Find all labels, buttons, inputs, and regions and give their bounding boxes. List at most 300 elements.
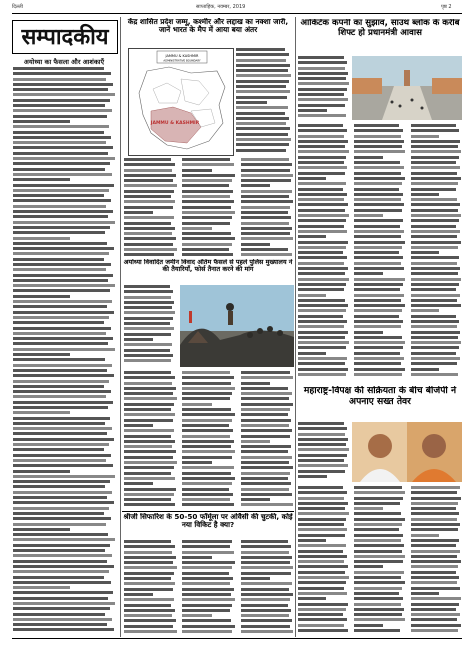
text-line	[13, 205, 106, 208]
text-line	[13, 395, 106, 398]
text-line	[354, 251, 399, 254]
text-line	[241, 619, 293, 622]
text-line	[124, 190, 174, 193]
text-line	[124, 211, 153, 214]
text-line	[13, 67, 104, 70]
text-line	[298, 315, 343, 318]
text-line	[182, 472, 231, 475]
text-line	[354, 256, 403, 259]
text-line	[13, 237, 70, 240]
text-line	[354, 124, 399, 127]
text-line	[298, 629, 348, 632]
text-line	[241, 216, 292, 219]
pm-residence-body	[298, 124, 462, 379]
text-line	[411, 235, 458, 238]
text-line	[354, 193, 403, 196]
text-line	[411, 320, 460, 323]
text-line	[354, 150, 405, 153]
text-line	[298, 294, 326, 297]
text-line	[241, 184, 270, 187]
text-line	[354, 161, 400, 164]
text-line	[13, 210, 113, 213]
text-line	[298, 267, 348, 270]
text-line	[298, 373, 346, 376]
text-line	[241, 387, 288, 390]
text-line	[298, 61, 347, 64]
text-line	[124, 429, 174, 432]
text-line	[354, 331, 382, 334]
text-line	[124, 290, 173, 293]
text-line	[411, 555, 458, 558]
text-line	[13, 184, 114, 187]
text-line	[298, 346, 346, 349]
text-line	[13, 533, 108, 536]
text-line	[124, 403, 174, 406]
text-line	[298, 613, 343, 616]
text-line	[182, 588, 234, 591]
text-line	[241, 382, 270, 385]
text-line	[124, 253, 174, 256]
text-line	[13, 162, 110, 165]
text-line	[13, 332, 106, 335]
text-line	[13, 358, 105, 361]
text-line	[182, 540, 232, 543]
text-line	[411, 618, 458, 621]
text-line	[411, 225, 457, 228]
text-line	[354, 587, 402, 590]
text-line	[182, 503, 234, 506]
text-line	[411, 544, 457, 547]
text-line	[241, 392, 292, 395]
text-line	[124, 301, 174, 304]
text-line	[124, 625, 173, 628]
text-line	[182, 498, 230, 501]
text-line	[13, 221, 115, 224]
text-line	[354, 544, 404, 547]
text-line	[124, 461, 177, 464]
text-line	[124, 419, 173, 422]
text-line	[124, 327, 174, 330]
text-line	[124, 582, 175, 585]
text-line	[182, 195, 230, 198]
rajpath-photo-graphic	[352, 56, 462, 120]
text-line	[182, 403, 211, 406]
text-line	[182, 158, 229, 161]
text-line	[298, 352, 326, 355]
text-line	[13, 623, 107, 626]
text-line	[411, 624, 461, 627]
text-line	[298, 597, 326, 600]
text-line	[13, 136, 111, 139]
text-line	[411, 336, 458, 339]
ayodhya-photo	[180, 285, 294, 367]
text-line	[298, 77, 346, 80]
text-line	[124, 184, 177, 187]
text-line	[241, 163, 293, 166]
text-line	[298, 539, 326, 542]
text-line	[298, 214, 349, 217]
text-line	[411, 198, 457, 201]
text-line	[298, 188, 343, 191]
text-line	[241, 408, 291, 411]
text-line	[354, 299, 401, 302]
text-line	[182, 392, 232, 395]
text-line	[354, 613, 401, 616]
text-line	[411, 288, 457, 291]
text-line	[13, 417, 110, 420]
text-line	[354, 145, 401, 148]
text-line	[411, 203, 461, 206]
text-line	[124, 343, 172, 346]
text-line	[241, 232, 290, 235]
text-line	[354, 608, 404, 611]
text-line	[182, 493, 233, 496]
text-line	[354, 156, 382, 159]
text-line	[13, 284, 115, 287]
text-line	[411, 262, 457, 265]
text-line	[411, 166, 460, 169]
text-line	[241, 588, 290, 591]
text-line	[13, 157, 115, 160]
text-line	[354, 241, 404, 244]
text-line	[124, 609, 175, 612]
map-story-headline: केंद्र शासित प्रदेश जम्मू, कश्मीर और लद्दाख का नक्शा जारी, जानें भारत के मैप में आया बया अंतर	[127, 18, 289, 35]
text-line	[13, 125, 109, 128]
text-line	[411, 592, 439, 595]
text-line	[13, 618, 112, 621]
text-line	[354, 294, 403, 297]
text-line	[124, 296, 171, 299]
text-line	[298, 272, 345, 275]
text-line	[354, 203, 404, 206]
text-line	[298, 278, 349, 281]
text-line	[298, 470, 345, 473]
text-line	[13, 523, 106, 526]
text-line	[354, 486, 401, 489]
text-line	[298, 422, 344, 425]
text-line	[182, 450, 235, 453]
text-line	[182, 211, 235, 214]
text-line	[298, 193, 347, 196]
text-line	[298, 209, 345, 212]
text-line	[298, 320, 347, 323]
text-line	[354, 368, 404, 371]
text-line	[13, 374, 114, 377]
text-line	[411, 491, 458, 494]
text-line	[298, 518, 346, 521]
text-line	[236, 106, 288, 109]
text-line	[13, 454, 111, 457]
text-line	[124, 354, 173, 357]
text-line	[298, 555, 347, 558]
text-line	[124, 216, 174, 219]
text-line	[13, 279, 108, 282]
text-line	[298, 56, 344, 59]
text-line	[411, 241, 461, 244]
text-line	[298, 523, 344, 526]
text-line	[298, 182, 346, 185]
text-line	[354, 230, 403, 233]
text-line	[298, 241, 348, 244]
text-line	[411, 523, 461, 526]
text-line	[124, 206, 173, 209]
text-line	[298, 93, 344, 96]
text-line	[13, 475, 115, 478]
text-line	[182, 232, 231, 235]
text-line	[298, 150, 349, 153]
text-line	[354, 246, 402, 249]
text-line	[124, 349, 170, 352]
kashmir-map	[128, 48, 234, 156]
text-line	[354, 214, 382, 217]
text-line	[13, 231, 105, 234]
text-line	[13, 560, 107, 563]
text-line	[411, 177, 461, 180]
text-line	[182, 169, 211, 172]
text-line	[298, 560, 344, 563]
maharashtra-body-left	[298, 422, 350, 482]
text-line	[13, 570, 109, 573]
text-line	[182, 206, 231, 209]
ayodhya-headline: अयोध्या विवादित जमीन विवाद अंतिम फैसले से पहले पुलिस मुख्यालय ने की तैयारियाँ, फोर्स तैनात करने की मांग	[123, 259, 293, 274]
text-line	[13, 411, 70, 414]
text-line	[13, 194, 104, 197]
maharashtra-headline: महाराष्ट्र-विपक्ष की सक्रियता के बीच बीजेपी ने अपनाए सख्त तेवर	[303, 386, 457, 407]
text-line	[182, 163, 233, 166]
text-line	[354, 129, 403, 132]
text-line	[411, 299, 458, 302]
text-line	[13, 152, 108, 155]
text-line	[13, 501, 114, 504]
text-line	[13, 448, 104, 451]
text-line	[241, 248, 288, 251]
text-line	[182, 551, 233, 554]
text-line	[124, 493, 174, 496]
text-line	[241, 593, 293, 596]
text-line	[411, 193, 439, 196]
text-line	[124, 371, 171, 374]
text-line	[13, 369, 107, 372]
text-line	[124, 561, 173, 564]
text-line	[13, 104, 105, 107]
text-line	[411, 534, 439, 537]
text-line	[13, 538, 115, 541]
text-line	[411, 304, 461, 307]
text-line	[182, 419, 232, 422]
text-line	[354, 550, 401, 553]
text-line	[411, 129, 460, 132]
owaisi-body	[124, 540, 294, 636]
text-line	[298, 454, 347, 457]
text-line	[241, 227, 293, 230]
text-line	[182, 482, 232, 485]
text-line	[13, 295, 70, 298]
text-line	[298, 82, 349, 85]
text-line	[124, 317, 173, 320]
text-line	[354, 346, 402, 349]
text-line	[124, 408, 171, 411]
text-line	[354, 576, 401, 579]
text-line	[411, 528, 458, 531]
text-line	[13, 268, 106, 271]
text-line	[13, 432, 107, 435]
text-line	[13, 72, 111, 75]
text-line	[411, 603, 459, 606]
editorial-masthead-box	[12, 20, 118, 54]
text-line	[354, 182, 402, 185]
text-line	[182, 561, 234, 564]
text-line	[124, 488, 176, 491]
text-line	[182, 604, 232, 607]
text-line	[241, 158, 289, 161]
text-line	[182, 222, 229, 225]
text-line	[13, 120, 70, 123]
text-line	[13, 443, 109, 446]
text-line	[411, 150, 462, 153]
text-line	[241, 556, 293, 559]
text-line	[13, 565, 114, 568]
text-line	[124, 424, 153, 427]
text-line	[13, 517, 111, 520]
text-line	[411, 502, 459, 505]
text-line	[13, 327, 111, 330]
text-line	[13, 576, 104, 579]
text-line	[354, 166, 403, 169]
text-line	[354, 341, 405, 344]
text-line	[298, 251, 343, 254]
text-line	[354, 135, 400, 138]
map-graphic	[129, 49, 233, 155]
text-line	[298, 534, 345, 537]
text-line	[13, 252, 109, 255]
text-line	[124, 540, 171, 543]
text-line	[241, 604, 288, 607]
text-line	[298, 129, 347, 132]
text-line	[124, 248, 177, 251]
text-line	[13, 385, 104, 388]
text-line	[241, 472, 291, 475]
text-line	[13, 93, 115, 96]
text-line	[241, 419, 292, 422]
text-line	[236, 122, 286, 125]
text-line	[298, 288, 344, 291]
footer-rule	[12, 638, 462, 639]
ayodhya-body-left	[124, 285, 176, 367]
text-line	[298, 565, 348, 568]
text-line	[241, 461, 290, 464]
text-line	[411, 140, 461, 143]
text-line	[182, 408, 231, 411]
text-line	[298, 304, 348, 307]
text-line	[13, 427, 112, 430]
text-line	[182, 179, 232, 182]
text-line	[13, 591, 113, 594]
text-line	[13, 544, 110, 547]
text-line	[411, 571, 456, 574]
text-line	[236, 90, 290, 93]
text-line	[241, 195, 290, 198]
text-line	[182, 227, 211, 230]
text-line	[182, 582, 230, 585]
text-line	[298, 67, 345, 70]
text-line	[124, 630, 177, 633]
text-line	[298, 219, 346, 222]
text-line	[298, 172, 345, 175]
text-line	[241, 609, 292, 612]
text-line	[298, 502, 348, 505]
text-line	[13, 628, 114, 631]
text-line	[182, 387, 235, 390]
text-line	[13, 496, 107, 499]
text-line	[298, 283, 346, 286]
text-line	[236, 149, 286, 152]
text-line	[411, 214, 462, 217]
maharashtra-body	[298, 486, 462, 636]
text-line	[13, 528, 70, 531]
text-line	[13, 199, 111, 202]
text-line	[182, 382, 231, 385]
text-line	[354, 491, 405, 494]
text-line	[298, 528, 347, 531]
text-line	[182, 216, 232, 219]
text-line	[298, 235, 326, 238]
text-line	[241, 503, 294, 506]
text-line	[354, 309, 402, 312]
text-line	[354, 629, 400, 632]
text-line	[182, 577, 233, 580]
text-line	[241, 413, 288, 416]
text-line	[241, 482, 292, 485]
text-line	[354, 357, 403, 360]
text-line	[354, 315, 399, 318]
text-line	[124, 200, 175, 203]
text-line	[241, 572, 291, 575]
text-line	[241, 253, 292, 256]
text-line	[298, 124, 343, 127]
text-line	[298, 618, 347, 621]
text-line	[298, 135, 344, 138]
text-line	[411, 629, 459, 632]
text-line	[182, 200, 234, 203]
text-line	[411, 172, 458, 175]
text-line	[411, 486, 460, 489]
text-line	[124, 503, 175, 506]
text-line	[13, 364, 112, 367]
text-line	[13, 305, 107, 308]
text-line	[298, 109, 327, 112]
text-line	[182, 371, 230, 374]
text-line	[411, 550, 460, 553]
text-line	[298, 512, 349, 515]
text-line	[241, 371, 290, 374]
text-line	[13, 115, 107, 118]
text-line	[124, 333, 171, 336]
text-line	[298, 72, 348, 75]
text-line	[241, 630, 294, 633]
text-line	[298, 464, 348, 467]
header-center: साप्ताहिक, नवम्बर, 2019	[196, 4, 246, 10]
text-line	[182, 253, 233, 256]
text-line	[13, 581, 111, 584]
text-line	[411, 373, 459, 376]
text-line	[124, 482, 153, 485]
text-line	[124, 456, 173, 459]
text-line	[241, 190, 292, 193]
text-line	[124, 498, 171, 501]
text-line	[354, 539, 400, 542]
text-line	[13, 464, 113, 467]
text-line	[236, 59, 286, 62]
